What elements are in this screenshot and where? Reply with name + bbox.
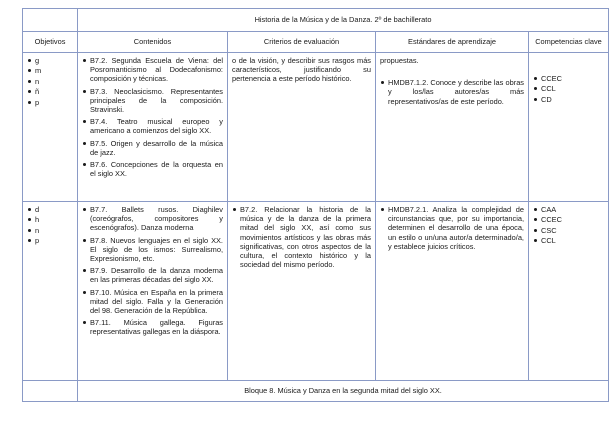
row2-estandares-cell <box>376 202 529 381</box>
row2-criterios-cell <box>228 202 376 381</box>
table-title: Historia de la Música y de la Danza. 2º de bachillerato <box>78 9 609 32</box>
row1-objetivos-cell <box>23 53 78 202</box>
list-item: d <box>27 205 73 215</box>
row1-estandares-list <box>380 78 524 106</box>
row1-criterios-cell <box>228 53 376 202</box>
list-item: CAA <box>533 205 604 215</box>
row2-criterios-list <box>232 205 371 269</box>
list-item: B7.7. Ballets rusos. Diaghilev (coreógrafos, compositores y escenógrafos). Danza moderna <box>82 205 223 233</box>
table-row <box>23 202 609 381</box>
list-item: B7.6. Concepciones de la orquesta en el siglo XX. <box>82 160 223 178</box>
row1-contenidos-cell <box>78 53 228 202</box>
row2-objetivos-cell <box>23 202 78 381</box>
row1-objetivos-list <box>27 56 73 108</box>
list-item: n <box>27 226 73 236</box>
table-row <box>23 53 609 202</box>
list-item: B7.8. Nuevos lenguajes en el siglo XX. El siglo de los ismos: Surrealismo, Expresionismo, etc. <box>82 236 223 264</box>
list-item: CCL <box>533 236 604 246</box>
list-item: n <box>27 77 73 87</box>
curriculum-table <box>22 8 609 402</box>
row1-criterios-text: o de la visión, y describir sus rasgos más característicos, justificando su pertenencia a este período histórico. <box>232 56 371 84</box>
list-item: B7.2. Segunda Escuela de Viena: del Posromanticismo al Dodecafonismo: composición y técnicas. <box>82 56 223 84</box>
list-item: CCEC <box>533 74 604 84</box>
row2-contenidos-cell <box>78 202 228 381</box>
list-item: B7.9. Desarrollo de la danza moderna en las primeras décadas del siglo XX. <box>82 266 223 284</box>
header-contenidos: Contenidos <box>78 32 228 53</box>
list-item: B7.3. Neoclasicismo. Representantes principales de la composición. Stravinski. <box>82 87 223 115</box>
row2-contenidos-list <box>82 205 223 337</box>
row1-estandares-continuation: propuestas. <box>380 56 419 65</box>
list-item: h <box>27 215 73 225</box>
list-item: CCEC <box>533 215 604 225</box>
list-item: CCL <box>533 84 604 94</box>
list-item: B7.5. Origen y desarrollo de la música de jazz. <box>82 139 223 157</box>
list-item: HMDB7.1.2. Conoce y describe las obras y los/las autores/as más representativos/as de este período. <box>380 78 524 106</box>
row1-estandares-cell <box>376 53 529 202</box>
row1-contenidos-list <box>82 56 223 178</box>
row2-competencias-list <box>533 205 604 247</box>
list-item: B7.2. Relacionar la historia de la música y de la danza de la primera mitad del siglo XX, así como sus movimientos artísticos y las obras más significativas, con otros aspectos de la cultura, el contexto histórico y la sociedad del mismo período. <box>232 205 371 269</box>
row2-objetivos-list <box>27 205 73 247</box>
header-competencias: Competencias clave <box>529 32 609 53</box>
row1-competencias-list <box>533 74 604 105</box>
list-item: HMDB7.2.1. Analiza la complejidad de circunstancias que, por su importancia, determinen el desarrollo de una época, un estilo o un/una autor/a determinado/a, y establece juicios críticos. <box>380 205 524 251</box>
row2-competencias-cell <box>529 202 609 381</box>
list-item: CSC <box>533 226 604 236</box>
header-criterios: Criterios de evaluación <box>228 32 376 53</box>
list-item: p <box>27 98 73 108</box>
header-objetivos: Objetivos <box>23 32 78 53</box>
list-item: B7.4. Teatro musical europeo y americano a comienzos del siglo XX. <box>82 117 223 135</box>
list-item: CD <box>533 95 604 105</box>
list-item: B7.10. Música en España en la primera mitad del siglo. Falla y la Generación del 98. Generación de la República. <box>82 288 223 316</box>
footer-spacer <box>23 381 78 402</box>
header-estandares: Estándares de aprendizaje <box>376 32 529 53</box>
list-item: ñ <box>27 87 73 97</box>
row1-competencias-cell <box>529 53 609 202</box>
block-footer: Bloque 8. Música y Danza en la segunda mitad del siglo XX. <box>78 381 609 402</box>
row2-estandares-list <box>380 205 524 251</box>
list-item: m <box>27 66 73 76</box>
table-title-spacer <box>23 9 78 32</box>
list-item: B7.11. Música gallega. Figuras representativas gallegas en la diáspora. <box>82 318 223 336</box>
list-item: p <box>27 236 73 246</box>
list-item: g <box>27 56 73 66</box>
